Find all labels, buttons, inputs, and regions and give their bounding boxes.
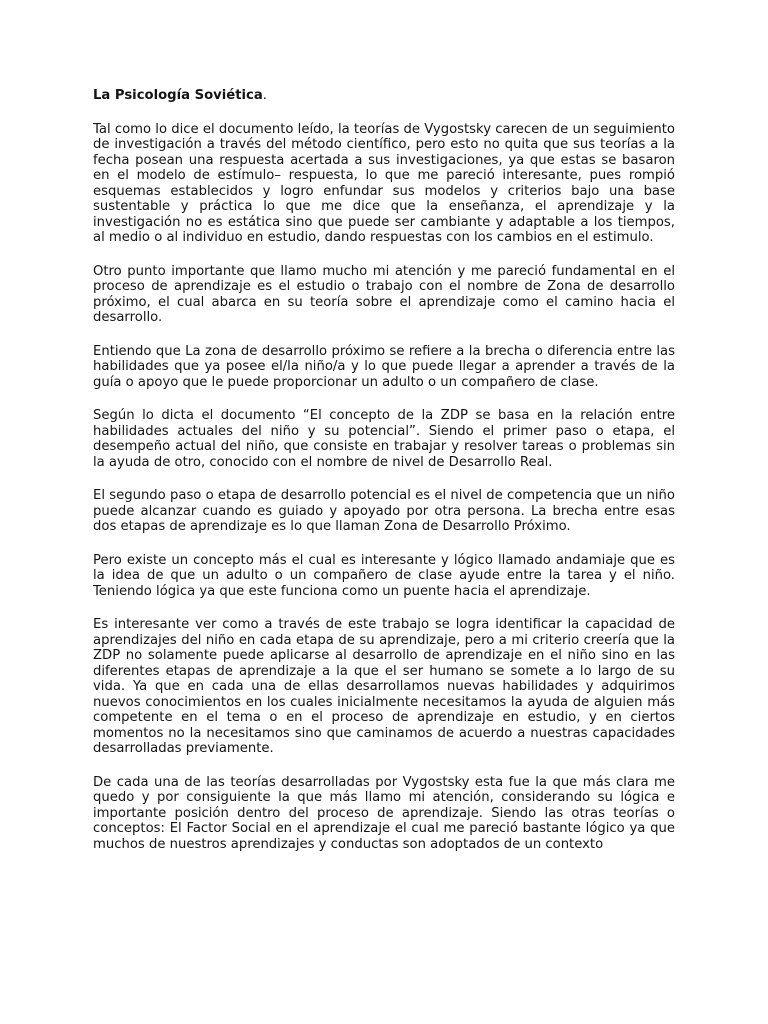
document-title-text: La Psicología Soviética bbox=[93, 88, 263, 103]
paragraph-2: Otro punto importante que llamo mucho mi atención y me pareció fundamental en el proceso de aprendizaje es el estudio o trabajo con el nombre de Zona de desarrollo próximo, el cual abarca en su teoría sobre el aprendizaje como el camino hacia el desarrollo. bbox=[93, 263, 675, 325]
document-title-suffix: . bbox=[262, 88, 267, 103]
paragraph-7: Es interesante ver como a través de este trabajo se logra identificar la capacidad de aprendizajes del niño en cada etapa de su aprendizaje, pero a mi criterio creería que la ZDP no solamente puede aplicarse al desarrollo de aprendizaje en el niño sino en las diferentes etapas de aprendizaje a la que el ser humano se somete a lo largo de su vida. Ya que en cada una de ellas desarrollamos nuevas habilidades y adquirimos nuevos conocimientos en los cuales inicialmente necesitamos la ayuda de alguien más competente en el tema o en el proceso de aprendizaje en estudio, y en ciertos momentos no la necesitamos sino que caminamos de acuerdo a nuestras capacidades desarrolladas previamente. bbox=[93, 617, 675, 756]
document-page bbox=[93, 88, 675, 870]
paragraph-8: De cada una de las teorías desarrolladas por Vygostsky esta fue la que más clara me quedo y por consiguiente la que más llamo mi atención, considerando su lógica e importante posición dentro del proceso de aprendizaje. Siendo las otras teorías o conceptos: El Factor Social en el aprendizaje el cual me pareció bastante lógico ya que muchos de nuestros aprendizajes y conductas son adoptados de un contexto bbox=[93, 774, 675, 852]
document-title bbox=[93, 88, 675, 104]
paragraph-1: Tal como lo dice el documento leído, la teorías de Vygostsky carecen de un seguimiento de investigación a través del método científico, pero esto no quita que sus teorías a la fecha posean una respuesta acertada a sus investigaciones, ya que estas se basaron en el modelo de estímulo– respuesta, lo que me pareció interesante, pues rompió esquemas establecidos y logro enfundar sus modelos y criterios bajo una base sustentable y práctica lo que me dice que la enseñanza, el aprendizaje y la investigación no es estática sino que puede ser cambiante y adaptable a los tiempos, al medio o al individuo en estudio, dando respuestas con los cambios en el estimulo. bbox=[93, 121, 675, 245]
paragraph-3: Entiendo que La zona de desarrollo próximo se refiere a la brecha o diferencia entre las habilidades que ya posee el/la niño/a y lo que puede llegar a aprender a través de la guía o apoyo que le puede proporcionar un adulto o un compañero de clase. bbox=[93, 343, 675, 390]
paragraph-6: Pero existe un concepto más el cual es interesante y lógico llamado andamiaje que es la idea de que un adulto o un compañero de clase ayude entre la tarea y el niño. Teniendo lógica ya que este funciona como un puente hacia el aprendizaje. bbox=[93, 552, 675, 599]
paragraph-5: El segundo paso o etapa de desarrollo potencial es el nivel de competencia que un niño puede alcanzar cuando es guiado y apoyado por otra persona. La brecha entre esas dos etapas de aprendizaje es lo que llaman Zona de Desarrollo Próximo. bbox=[93, 488, 675, 534]
paragraph-4: Según lo dicta el documento “El concepto de la ZDP se basa en la relación entre habilidades actuales del niño y su potencial”. Siendo el primer paso o etapa, el desempeño actual del niño, que consiste en trabajar y resolver tareas o problemas sin la ayuda de otro, conocido con el nombre de nivel de Desarrollo Real. bbox=[93, 408, 675, 470]
